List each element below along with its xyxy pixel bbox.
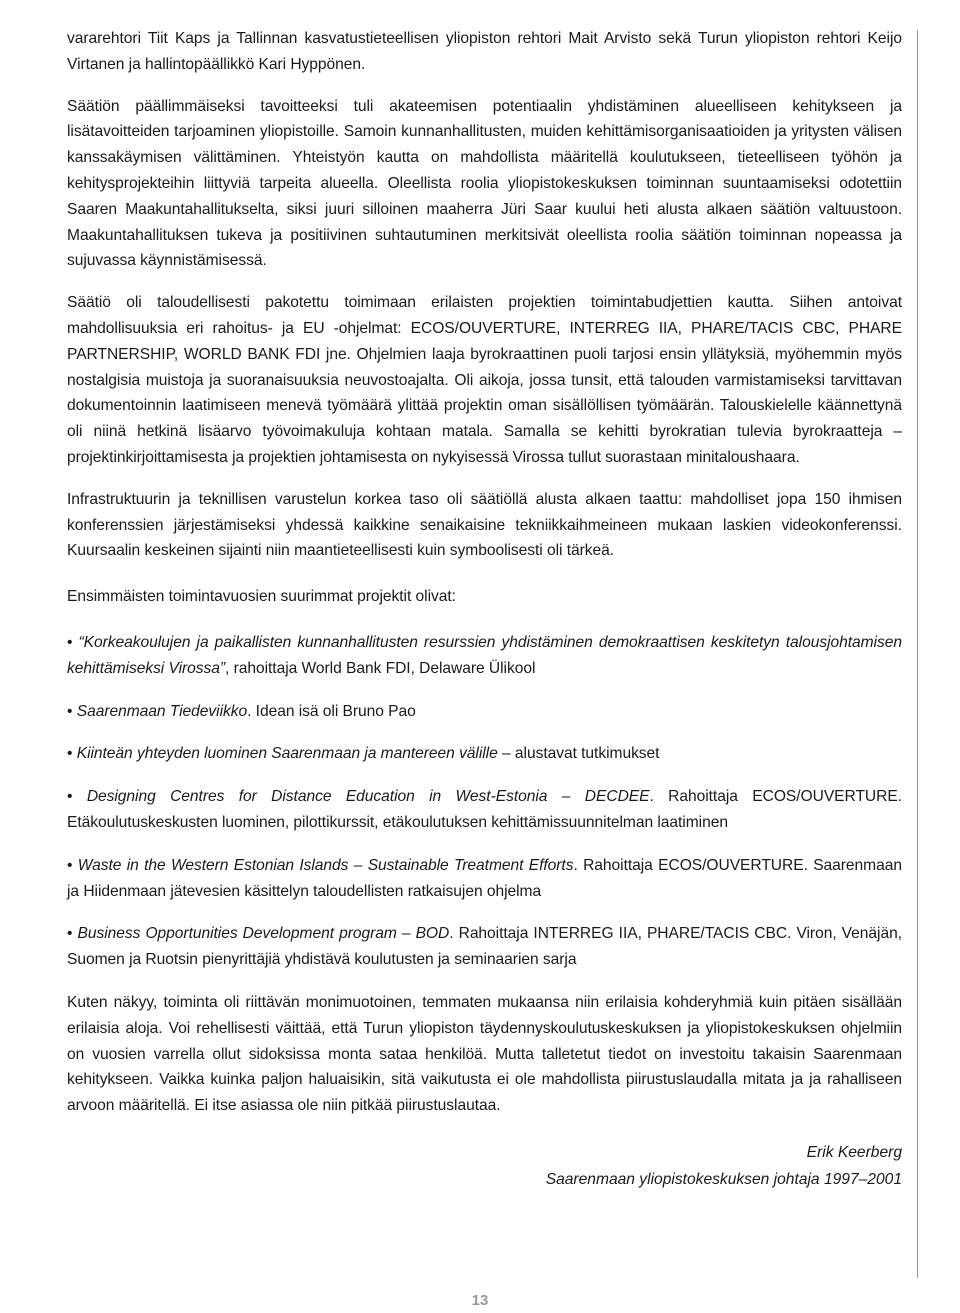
bullet-glyph: • xyxy=(67,745,73,763)
list-item: • Saarenmaan Tiedeviikko. Idean isä oli Bruno Pao xyxy=(67,702,416,720)
project-list xyxy=(67,630,902,973)
paragraph-3: Säätiö oli taloudellisesti pakotettu toimimaan erilaisten projektien toimintabudjettien kautta. Siihen antoivat mahdollisuuksia eri rahoitus- ja EU -ohjelmat: ECOS/OUVERTURE, INTERREG IIA, PHARE/TACIS CBC, PHARE PARTNERSHIP, WORLD BANK FDI jne. Ohjelmien laaja byrokraattinen puoli tarjosi ensin yllätyksiä, myöhemmin myös nostalgisia muistoja ja suoranaisuuksia neuvostoajalta. Oli aikoja, jossa tunsit, että talouden varmistamiseksi tarvittavan dokumentoinnin laatimiseen menevä työmäärä ylittää projektin oman sisällöllisen työmäärän. Talouskielelle käännettynä oli niinä hetkinä lisäarvo työvoimakuluja kohtaan matala. Samalla se kehitti byrokratian tulevia byrokraatteja – projektinkirjoittamisesta ja projektien johtamisesta on nykyisessä Virossa tullut suorastaan minitaloushaara. xyxy=(67,294,902,466)
signature-block xyxy=(67,1139,902,1193)
list-item: • Waste in the Western Estonian Islands – Sustainable Treatment Efforts. Rahoittaja ECOS/OUVERTURE. Saarenmaan ja Hiidenmaan jätevesien käsittelyn taloudellisten ratkaisujen ohjelma xyxy=(67,856,902,900)
list-item: • Kiinteän yhteyden luominen Saarenmaan ja mantereen välille – alustavat tutkimukset xyxy=(67,745,660,763)
paragraph-6: Kuten näkyy, toiminta oli riittävän monimuotoinen, temmaten mukaansa niin erilaisia kohderyhmiä kuin pitäen sisällään erilaisia aloja. Voi rehellisesti väittää, että Turun yliopiston täydennyskoulutuskeskuksen ja yliopistokeskuksen ohjelmiin on vuosien varrella ollut sidoksissa monta sataa henkilöä. Mutta talletetut tiedot on investoitu takaisin Saarenmaan kehitykseen. Vaikka kuinka paljon haluaisikin, sitä vaikutusta ei ole mahdollista piirustuslaudalla mitata ja ja rahalliseen arvoon määritellä. Ei itse asiassa ole niin pitkää piirustuslautaa. xyxy=(67,993,902,1115)
bullet-glyph: • xyxy=(67,702,73,720)
paragraph-1: vararehtori Tiit Kaps ja Tallinnan kasvatustieteellisen yliopiston rehtori Mait Arvisto sekä Turun yliopiston rehtori Keijo Virtanen ja hallintopäällikkö Kari Hyppönen. xyxy=(67,30,902,73)
list-item: • Designing Centres for Distance Education in West-Estonia – DECDEE. Rahoittaja ECOS/OUVERTURE. Etäkoulutuskeskusten luominen, pilottikurssit, etäkoulutuksen kehittämissuunnitelman laatiminen xyxy=(67,788,902,831)
projects-intro: Ensimmäisten toimintavuosien suurimmat projektit olivat: xyxy=(67,588,456,606)
paragraph-2: Säätiön päällimmäiseksi tavoitteeksi tuli akateemisen potentiaalin yhdistäminen alueelliseen kehitykseen ja lisätavoitteiden tarjoaminen yliopistoille. Samoin kunnanhallitusten, muiden kehittämisorganisaatioiden ja yritysten välisen kanssakäymisen välittäminen. Yhteistyön kautta on mahdollista määritellä koulutukseen, tieteelliseen työhön ja kehitysprojekteihin liittyviä tarpeita alueella. Oleellista roolia yliopistokeskuksen toiminnan suuntaamiseksi odotettiin Saaren Maakuntahallitukselta, siksi juuri silloinen maaherra Jüri Saar kuului heti alusta alkaen säätiön valtuustoon. Maakuntahallituksen tukeva ja positiivinen suhtautuminen merkitsivät oleellista roolia säätiön toiminnan nopeassa ja sujuvassa käynnistämisessä. xyxy=(67,97,902,270)
list-item: • Business Opportunities Development program – BOD. Rahoittaja INTERREG IIA, PHARE/TACIS CBC. Viron, Venäjän, Suomen ja Ruotsin pienyrittäjiä yhdistävä koulutusten ja seminaarien sarja xyxy=(67,925,902,969)
bullet-glyph: • xyxy=(67,633,73,651)
bullet-glyph: • xyxy=(67,925,73,943)
list-item: • “Korkeakoulujen ja paikallisten kunnanhallitusten resurssien yhdistäminen demokraattisen keskitetyn talousjohtamisen kehittämiseksi Virossa”, rahoittaja World Bank FDI, Delaware Ülikool xyxy=(67,633,902,677)
document-body xyxy=(67,26,902,1193)
signature-title: Saarenmaan yliopistokeskuksen johtaja 1997–2001 xyxy=(545,1170,902,1188)
margin-rule xyxy=(917,30,918,1278)
bullet-glyph: • xyxy=(67,788,73,806)
page-number: 13 xyxy=(471,1292,489,1309)
signature-name: Erik Keerberg xyxy=(806,1143,902,1161)
bullet-glyph: • xyxy=(67,856,73,874)
paragraph-4: Infrastruktuurin ja teknillisen varustelun korkea taso oli säätiöllä alusta alkaen taattu: mahdolliset jopa 150 ihmisen konferenssien järjestämiseksi yhdessä kaikkine senaikaisine tekniikkaihmeineen mukaan laskien videokonferenssi. Kuursaalin keskeinen sijainti niin maantieteellisesti kuin symboolisesti oli tärkeä. xyxy=(67,490,902,560)
